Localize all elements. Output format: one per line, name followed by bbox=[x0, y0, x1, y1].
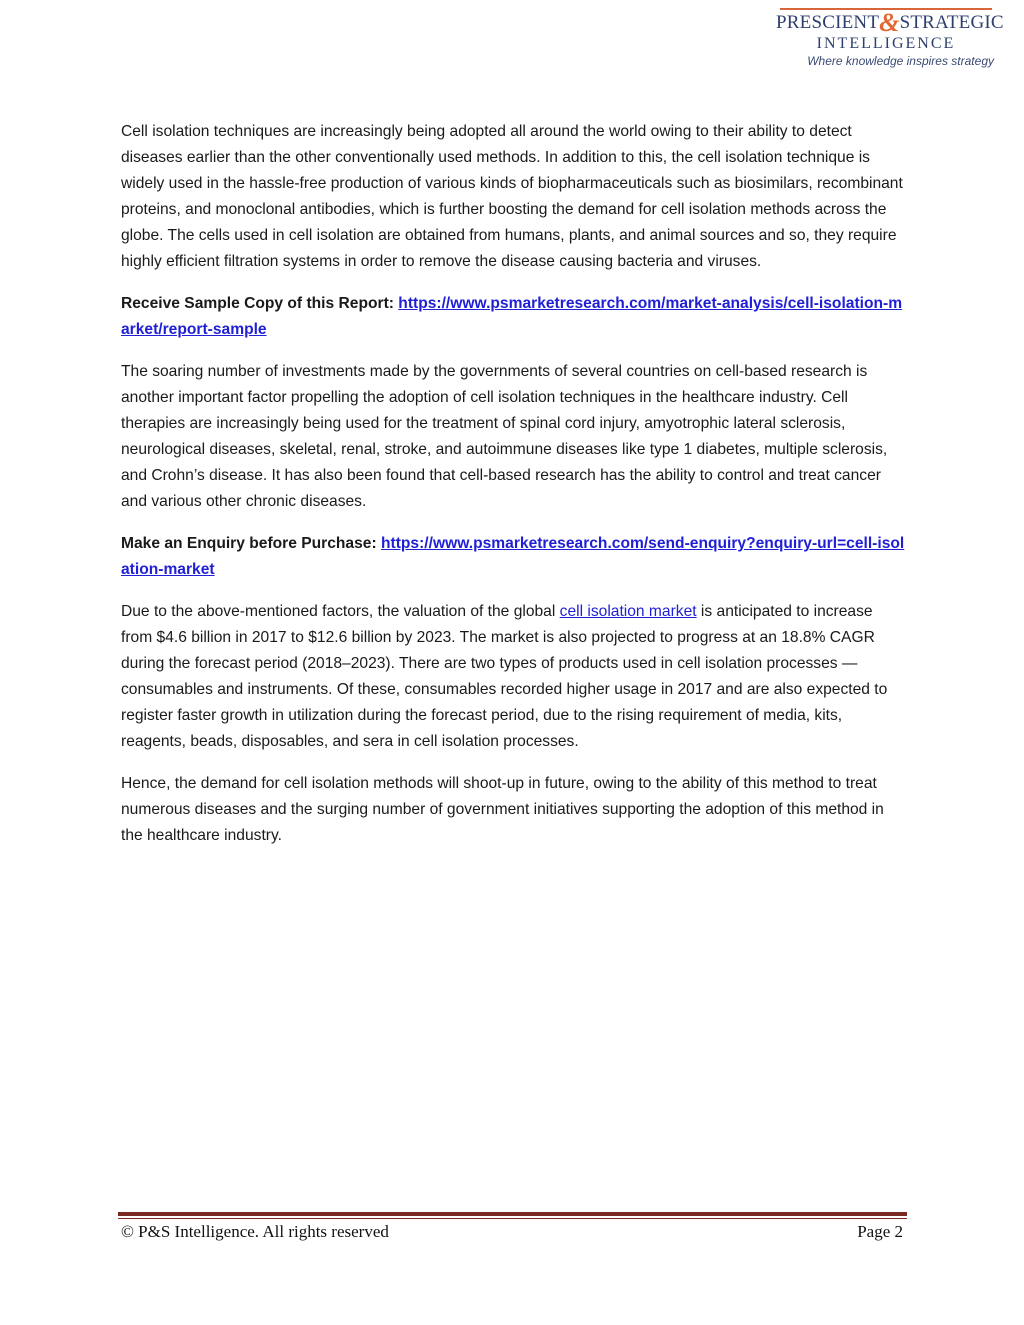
sample-request-line bbox=[121, 291, 906, 343]
paragraph-intro: Cell isolation techniques are increasingly being adopted all around the world owing to their ability to detect diseases earlier than the other conventionally used methods. In addition to this, the cell isolation technique is widely used in the hassle-free production of various kinds of biopharmaceuticals such as biosimilars, recombinant proteins, and monoclonal antibodies, which is further boosting the demand for cell isolation methods across the globe. The cells used in cell isolation are obtained from humans, plants, and animal sources and so, they require highly efficient filtration systems in order to remove the disease causing bacteria and viruses. bbox=[121, 123, 903, 270]
company-logo bbox=[776, 8, 1004, 69]
logo-ampersand: & bbox=[879, 8, 900, 37]
paragraph-investments: The soaring number of investments made by the governments of several countries on cell-based research is another important factor propelling the adoption of cell isolation techniques in the healthcare industry. Cell therapies are increasingly being used for the treatment of spinal cord injury, amyotrophic lateral sclerosis, neurological diseases, skeletal, renal, stroke, and autoimmune diseases like type 1 diabetes, multiple sclerosis, and Crohn’s disease. It has also been found that cell-based research has the ability to control and treat cancer and various other chronic diseases. bbox=[121, 363, 888, 510]
footer-page-number: Page 2 bbox=[857, 1222, 903, 1241]
paragraph-market-valuation bbox=[121, 599, 906, 755]
paragraph-conclusion: Hence, the demand for cell isolation methods will shoot-up in future, owing to the ability of this method to treat numerous diseases and the surging number of government initiatives supporting the adoption of this method in the healthcare industry. bbox=[121, 775, 884, 844]
market-valuation-text-before: Due to the above-mentioned factors, the valuation of the global bbox=[121, 603, 560, 620]
logo-word-intelligence: INTELLIGENCE bbox=[816, 35, 956, 52]
footer-divider-thin bbox=[118, 1218, 907, 1219]
document-body bbox=[121, 119, 906, 865]
cell-isolation-market-link[interactable]: cell isolation market bbox=[559, 603, 697, 620]
logo-tagline: Where knowledge inspires strategy bbox=[807, 54, 994, 68]
enquiry-label: Make an Enquiry before Purchase: bbox=[121, 535, 381, 552]
sample-request-link[interactable]: https://www.psmarketresearch.com/market-analysis/cell-isolation-market/report-sample bbox=[121, 295, 903, 338]
logo-word-prescient: PRESCIENT bbox=[776, 12, 880, 33]
enquiry-line bbox=[121, 531, 906, 583]
market-valuation-text-after: is anticipated to increase from $4.6 billion in 2017 to $12.6 billion by 2023. The market is also projected to progress at an 18.8% CAGR during the forecast period (2018–2023). There are two types of products used in cell isolation processes — consumables and instruments. Of these, consumables recorded higher usage in 2017 and are also expected to register faster growth in utilization during the forecast period, due to the rising requirement of media, kits, reagents, beads, disposables, and sera in cell isolation processes. bbox=[121, 603, 888, 750]
sample-request-label: Receive Sample Copy of this Report: bbox=[121, 295, 399, 312]
logo-wordmark-line1 bbox=[776, 8, 1004, 37]
footer-divider-thick bbox=[118, 1212, 907, 1216]
enquiry-link[interactable]: https://www.psmarketresearch.com/send-enquiry?enquiry-url=cell-isolation-market bbox=[121, 535, 905, 578]
footer-copyright: © P&S Intelligence. All rights reserved bbox=[121, 1222, 389, 1241]
logo-word-strategic: STRATEGIC bbox=[899, 12, 1004, 33]
